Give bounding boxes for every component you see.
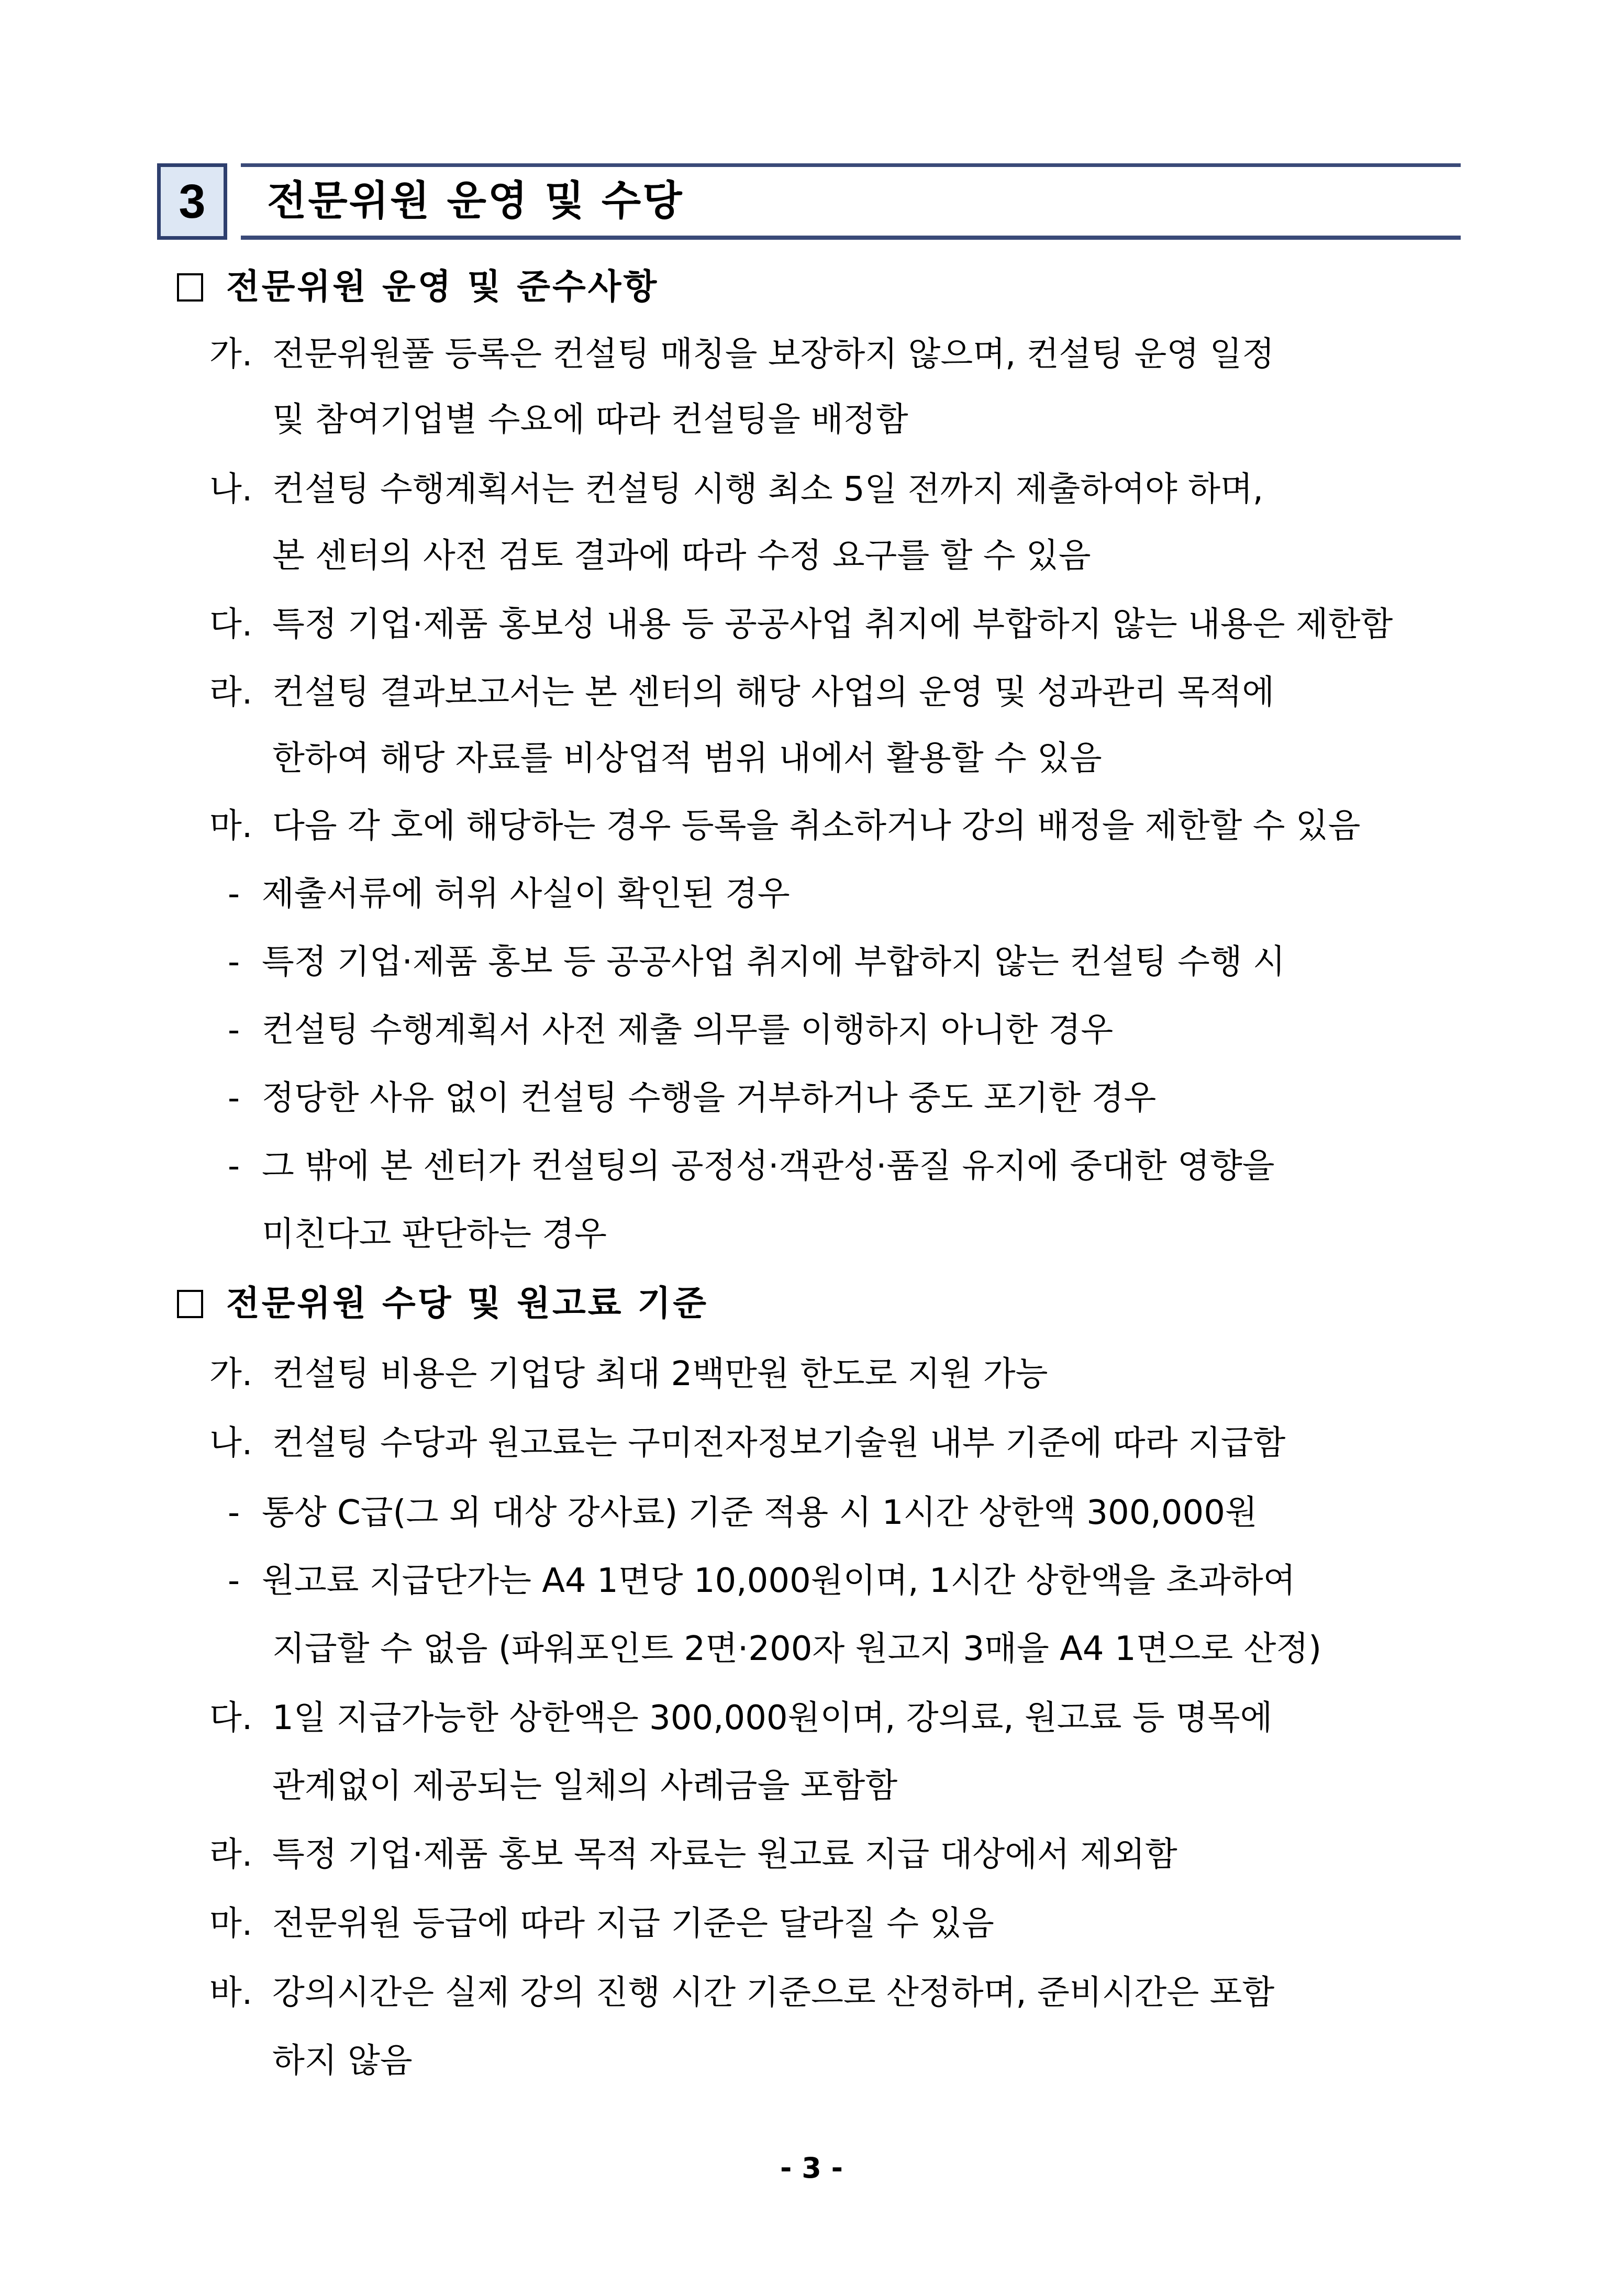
item-text: 전문위원풀 등록은 컨설팅 매칭을 보장하지 않으며, 컨설팅 운영 일정: [272, 335, 1275, 374]
list-item-continuation: 관계없이 제공되는 일체의 사례금을 포함함: [272, 1767, 898, 1805]
list-item-continuation: 한하여 해당 자료를 비상업적 범위 내에서 활용할 수 있음: [272, 739, 1102, 778]
item-label: 가.: [209, 335, 253, 374]
list-item: [209, 466, 1263, 513]
section-number-box: [157, 163, 227, 240]
list-item-continuation: 하지 않음: [272, 2042, 413, 2080]
item-label: 나.: [209, 470, 253, 509]
list-item: [209, 331, 1460, 378]
item-label: 마.: [209, 807, 253, 845]
sub-list-item: [228, 1489, 1258, 1536]
section-title-bar: [241, 163, 1461, 240]
list-item-continuation: 및 참여기업별 수요에 따라 컨설팅을 배정함: [272, 400, 908, 439]
section-number: 3: [179, 174, 206, 228]
dash-bullet-icon: -: [228, 1079, 240, 1118]
list-item-continuation: 본 센터의 사전 검토 결과에 따라 수정 요구를 할 수 있음: [272, 537, 1091, 575]
list-item: [209, 1831, 1177, 1878]
item-text: 컨설팅 수당과 원고료는 구미전자정보기술원 내부 기준에 따라 지급함: [272, 1424, 1286, 1463]
sub-list-item: [228, 1007, 1113, 1054]
item-text: 특정 기업·제품 홍보성 내용 등 공공사업 취지에 부합하지 않는 내용은 제한함: [272, 605, 1393, 644]
list-item: [209, 1900, 994, 1947]
item-text: 특정 기업·제품 홍보 목적 자료는 원고료 지급 대상에서 제외함: [272, 1835, 1177, 1874]
item-text: 전문위원 등급에 따라 지급 기준은 달라질 수 있음: [272, 1904, 994, 1943]
list-item: [209, 1695, 1272, 1742]
list-item: [209, 601, 1393, 648]
item-label: 다.: [209, 1699, 253, 1737]
page-number: - 3 -: [780, 2152, 843, 2184]
list-item: [209, 1969, 1274, 2016]
sub-list-item: [228, 939, 1285, 986]
item-label: 라.: [209, 1835, 253, 1874]
sub-list-item-continuation: 미친다고 판단하는 경우: [262, 1215, 607, 1254]
item-label: 가.: [209, 1355, 253, 1394]
sub-item-text: 제출서류에 허위 사실이 확인된 경우: [262, 875, 790, 913]
dash-bullet-icon: -: [228, 1011, 240, 1050]
dash-bullet-icon: -: [228, 875, 240, 913]
section-title: 전문위원 운영 및 수당: [267, 177, 684, 225]
title-top-rule: [241, 163, 1461, 167]
item-label: 라.: [209, 673, 253, 712]
sub-list-item-continuation: 지급할 수 없음 (파워포인트 2면·200자 원고지 3매을 A4 1면으로 산정): [272, 1630, 1322, 1668]
item-text: 1일 지급가능한 상한액은 300,000원이며, 강의료, 원고료 등 명목에: [272, 1699, 1273, 1737]
list-item: [209, 669, 1274, 716]
list-item: [209, 1351, 1048, 1398]
item-text: 다음 각 호에 해당하는 경우 등록을 취소하거나 강의 배정을 제한할 수 있음: [272, 807, 1361, 845]
item-label: 나.: [209, 1424, 253, 1463]
dash-bullet-icon: -: [228, 1493, 240, 1532]
heading-text: 전문위원 수당 및 원고료 기준: [226, 1283, 708, 1323]
dash-bullet-icon: -: [228, 1147, 240, 1186]
item-text: 컨설팅 수행계획서는 컨설팅 시행 최소 5일 전까지 제출하여야 하며,: [272, 470, 1264, 509]
dash-bullet-icon: -: [228, 943, 240, 982]
checkbox-square-icon: [177, 1290, 203, 1318]
item-label: 바.: [209, 1974, 253, 2012]
sub-item-text: 그 밖에 본 센터가 컨설팅의 공정성·객관성·품질 유지에 중대한 영향을: [262, 1147, 1275, 1186]
item-label: 다.: [209, 605, 253, 644]
heading-text: 전문위원 운영 및 준수사항: [226, 266, 659, 307]
sub-item-text: 컨설팅 수행계획서 사전 제출 의무를 이행하지 아니한 경우: [262, 1011, 1114, 1050]
sub-list-item: [228, 871, 790, 918]
subsection-heading-allowance: [177, 1280, 708, 1327]
sub-list-item: [228, 1075, 1156, 1122]
sub-item-text: 정당한 사유 없이 컨설팅 수행을 거부하거나 중도 포기한 경우: [262, 1079, 1157, 1118]
list-item: [209, 803, 1361, 850]
sub-item-text: 특정 기업·제품 홍보 등 공공사업 취지에 부합하지 않는 컨설팅 수행 시: [262, 943, 1285, 982]
list-item: [209, 1420, 1285, 1467]
title-bottom-rule: [241, 236, 1461, 240]
item-text: 컨설팅 결과보고서는 본 센터의 해당 사업의 운영 및 성과관리 목적에: [272, 673, 1275, 712]
sub-item-text: 통상 C급(그 외 대상 강사료) 기준 적용 시 1시간 상한액 300,000원: [262, 1493, 1258, 1532]
section-header: [157, 163, 1461, 242]
sub-list-item: [228, 1143, 1275, 1190]
subsection-heading-operation: [177, 263, 659, 310]
checkbox-square-icon: [177, 273, 203, 302]
dash-bullet-icon: -: [228, 1562, 240, 1600]
item-text: 강의시간은 실제 강의 진행 시간 기준으로 산정하며, 준비시간은 포함: [272, 1974, 1275, 2012]
item-text: 컨설팅 비용은 기업당 최대 2백만원 한도로 지원 가능: [272, 1355, 1048, 1394]
sub-list-item: [228, 1557, 1296, 1604]
sub-item-text: 원고료 지급단가는 A4 1면당 10,000원이며, 1시간 상한액을 초과하여: [262, 1562, 1296, 1600]
item-label: 마.: [209, 1904, 253, 1943]
